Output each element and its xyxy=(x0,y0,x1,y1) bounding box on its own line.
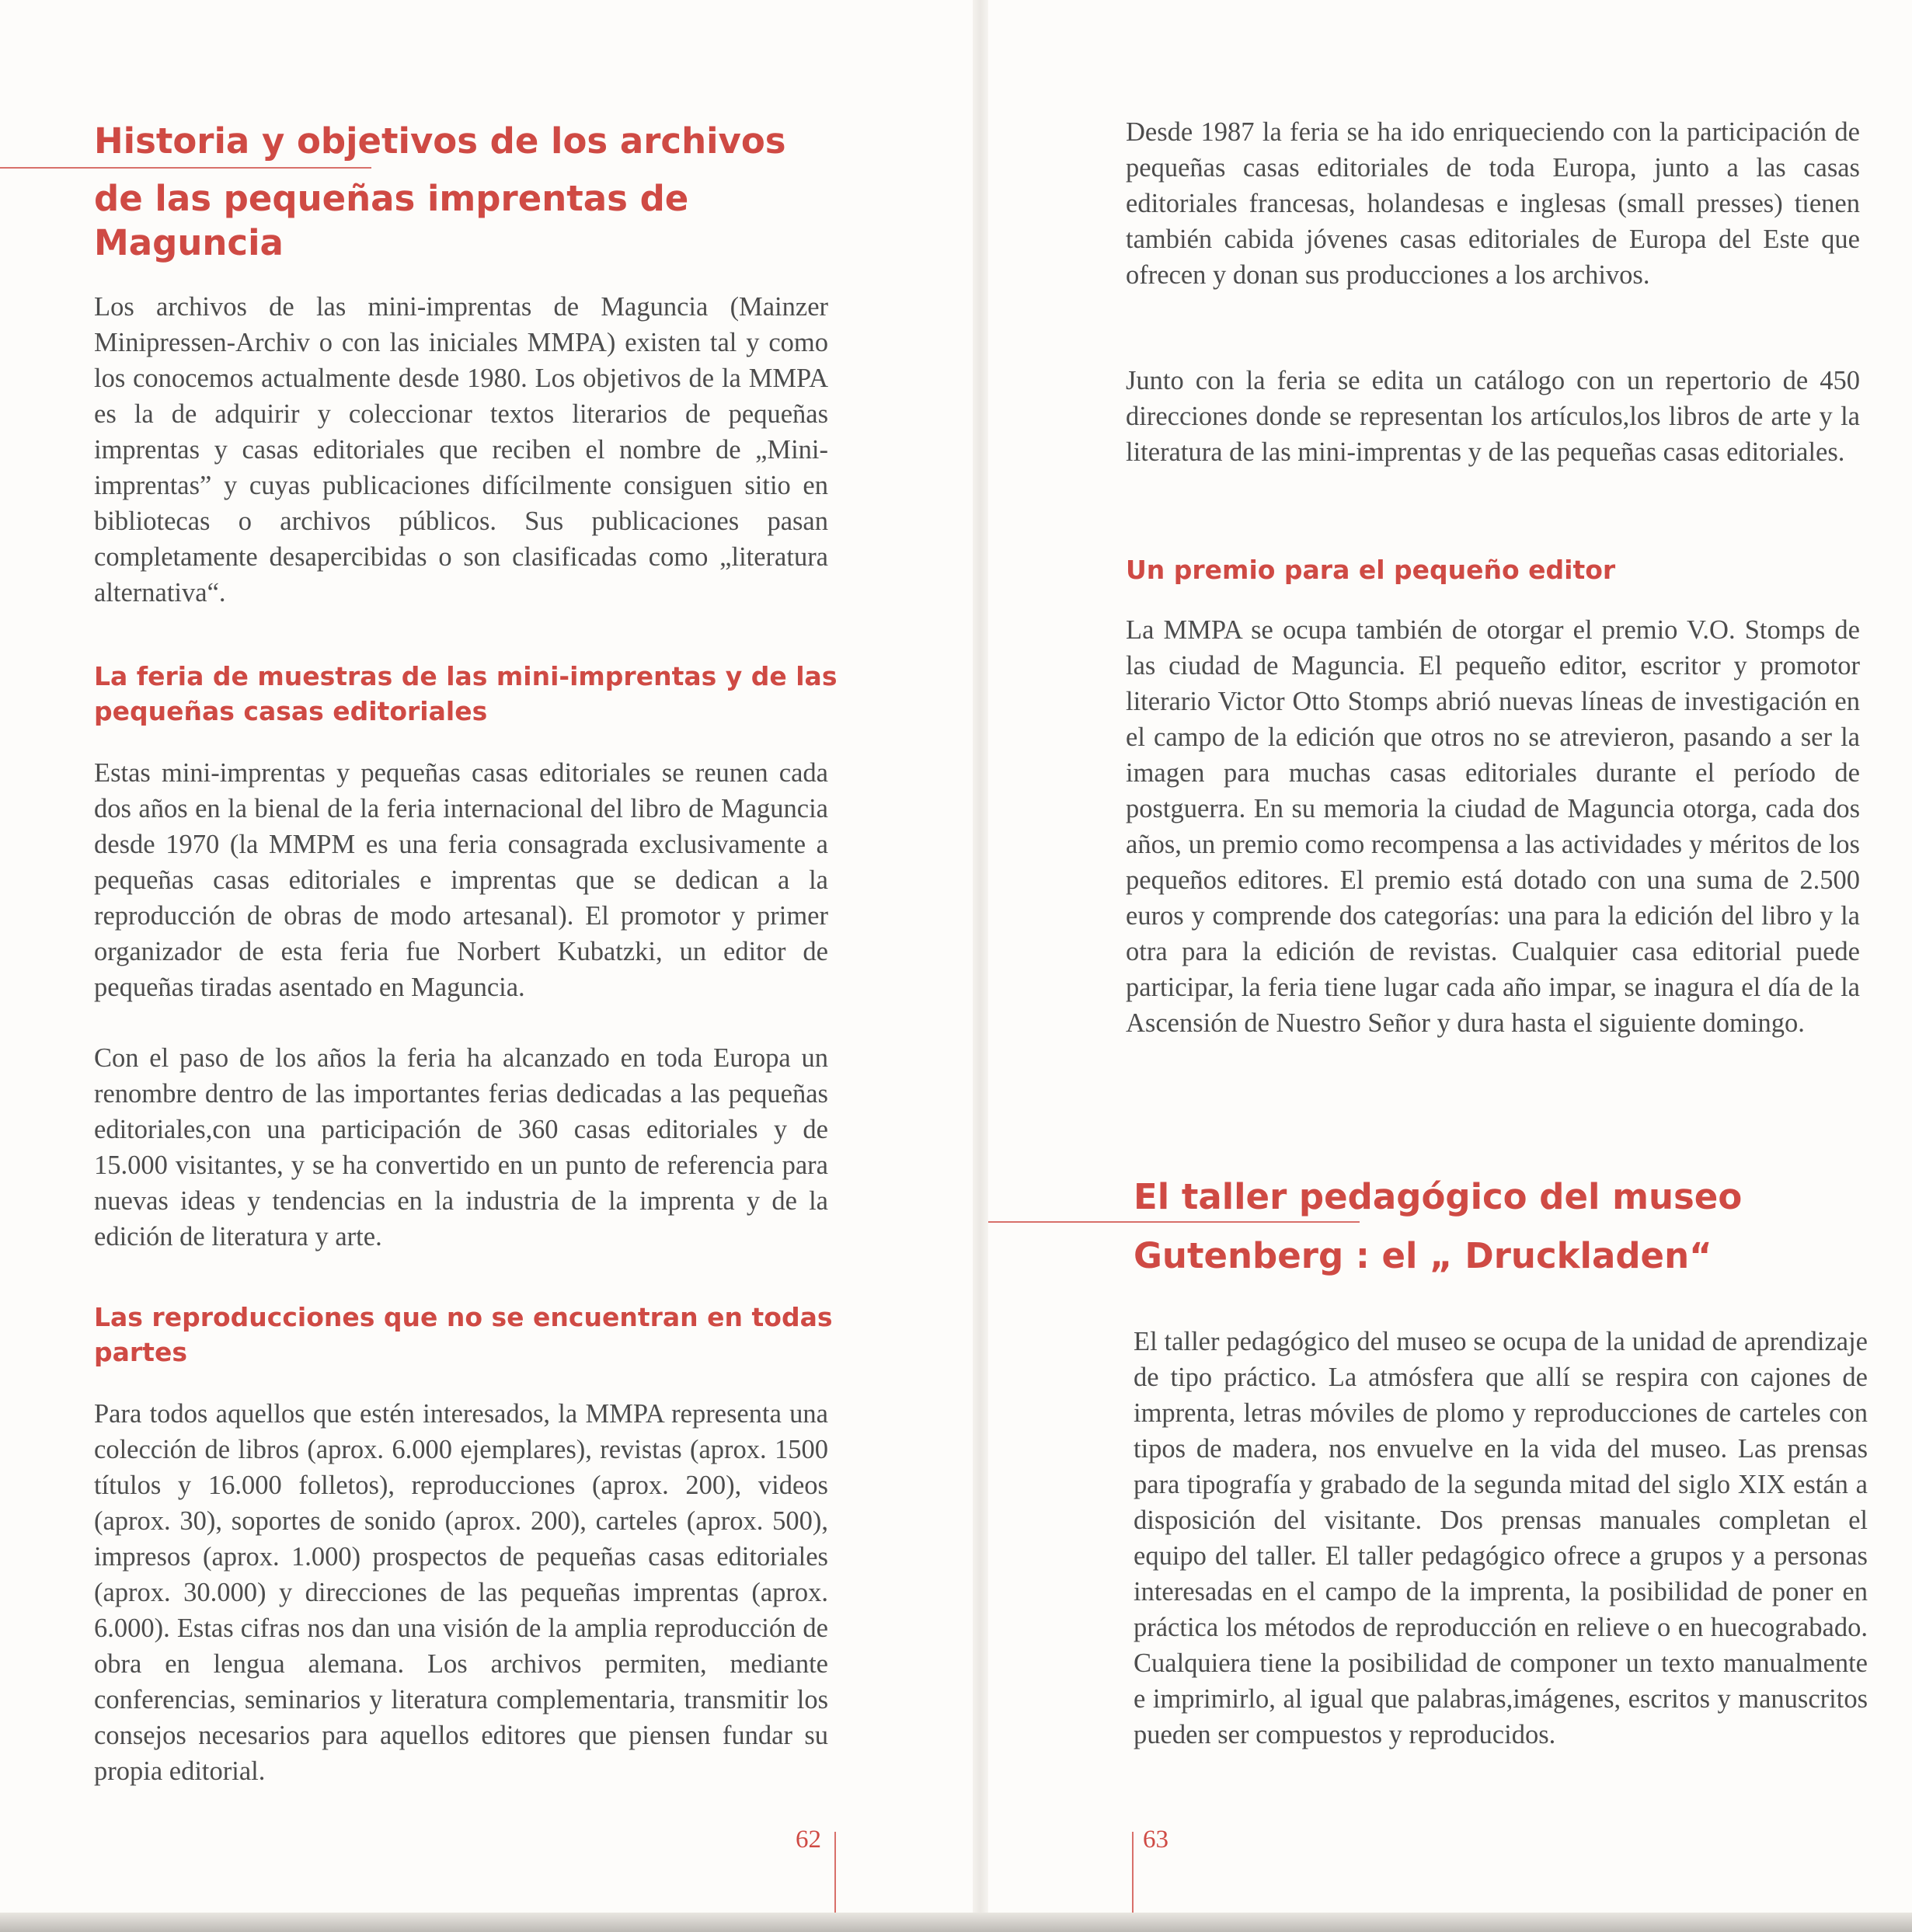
left-intro-paragraph: Los archivos de las mini-imprentas de Maguncia (Mainzer Minipressen-Archiv o con las iniciales MMPA) existen tal y como los conocemos actualmente desde 1980. Los objetivos de la MMPA es la de adquirir y coleccionar textos literarios de pequeñas imprentas y casas editoriales que reciben el nombre de „Mini-imprentas” y cuyas publicaciones difícilmente consiguen sitio en bibliotecas o archivos públicos. Sus publicaciones pasan completamente desapercibidas o son clasificadas como „literatura alternativa“. xyxy=(94,292,828,607)
right-title-line-2: Gutenberg : el „ Druckladen“ xyxy=(1134,1235,1712,1276)
right-page xyxy=(988,0,1912,1913)
right-title-line-1: El taller pedagógico del museo xyxy=(1134,1176,1743,1217)
right-page-number-rule xyxy=(1132,1832,1134,1913)
left-title-line-2: de las pequeñas imprentas de xyxy=(94,178,689,219)
section-reproducciones-heading-line-1: Las reproducciones que no se encuentran en todas xyxy=(94,1302,833,1332)
left-title-line-3: Maguncia xyxy=(94,222,284,263)
section-feria-heading-line-2: pequeñas casas editoriales xyxy=(94,696,488,726)
section-feria-heading-line-1: La feria de muestras de las mini-imprentas y de las xyxy=(94,661,838,691)
section-feria-paragraph-1: Estas mini-imprentas y pequeñas casas editoriales se reunen cada dos años en la bienal de la feria internacional del libro de Maguncia desde 1970 (la MMPM es una feria consagrada exclusivamente a pequeñas casas editoriales e imprentas que se dedican a la reproducción de obras de modo artesanal). El promotor y primer organizador de esta feria fue Norbert Kubatzki, un editor de pequeñas tiradas asentado en Maguncia. xyxy=(94,758,828,1002)
left-title-rule xyxy=(0,167,371,169)
left-page-number: 62 xyxy=(796,1826,821,1854)
section-premio-paragraph: La MMPA se ocupa también de otorgar el premio V.O. Stomps de las ciudad de Maguncia. El pequeño editor, escritor y promotor literario Victor Otto Stomps abrió nuevas líneas de investigación en el campo de la edición que otros no se atrevieron, pasando a ser la imagen para muchas casas editoriales durante el período de postguerra. En su memoria la ciudad de Maguncia otorga, cada dos años, un premio como recompensa a las actividades y méritos de los pequeños editores. El premio está dotado con una suma de 2.500 euros y comprende dos categorías: una para la edición del libro y la otra para la edición de revistas. Cualquier casa editorial puede participar, la feria tiene lugar cada año impar, se inagura el día de la Ascensión de Nuestro Señor y dura hasta el siguiente domingo. xyxy=(1126,615,1860,1038)
left-title-line-1: Historia y objetivos de los archivos xyxy=(94,120,786,162)
right-paragraph-2: Junto con la feria se edita un catálogo con un repertorio de 450 direcciones donde se representan los artículos,los libros de arte y la literatura de las mini-imprentas y de las pequeñas casas editoriales. xyxy=(1126,366,1860,467)
right-paragraph-1: Desde 1987 la feria se ha ido enriqueciendo con la participación de pequeñas casas editoriales de toda Europa, junto a las casas editoriales francesas, holandesas e inglesas (small presses) tienen también cabida jóvenes casas editoriales de Europa del Este que ofrecen y donan sus producciones a los archivos. xyxy=(1126,117,1860,290)
section-feria-paragraph-2: Con el paso de los años la feria ha alcanzado en toda Europa un renombre dentro de las importantes ferias dedicadas a las pequeñas editoriales,con una participación de 360 casas editoriales y de 15.000 visitantes, y se ha convertido en un punto de referencia para nuevas ideas y tendencias en la industria de la imprenta y de la edición de literatura y arte. xyxy=(94,1043,828,1251)
section-premio-heading: Un premio para el pequeño editor xyxy=(1126,555,1616,585)
page-bottom-edge xyxy=(0,1913,1912,1932)
right-title-rule xyxy=(988,1221,1360,1223)
section-reproducciones-heading-line-2: partes xyxy=(94,1337,187,1367)
left-page-number-rule xyxy=(834,1832,836,1913)
section-taller-paragraph: El taller pedagógico del museo se ocupa de la unidad de aprendizaje de tipo práctico. La atmósfera que allí se respira con cajones de imprenta, letras móviles de plomo y reproducciones de carteles con tipos de madera, nos envuelve en la vida del museo. Las prensas para tipografía y grabado de la segunda mitad del siglo XIX están a disposición del visitante. Dos prensas manuales completan el equipo del taller. El taller pedagógico ofrece a grupos y a personas interesadas en el campo de la imprenta, la posibilidad de poner en práctica los métodos de reproducción en relieve o en huecograbado. Cualquiera tiene la posibilidad de componer un texto manualmente e imprimirlo, al igual que palabras,imágenes, escritos y manuscritos pueden ser compuestos y reproducidos. xyxy=(1134,1327,1868,1749)
right-page-number: 63 xyxy=(1143,1826,1168,1854)
section-reproducciones-paragraph: Para todos aquellos que estén interesados, la MMPA representa una colección de libros (aprox. 6.000 ejemplares), revistas (aprox. 1500 títulos y 16.000 folletos), reproducciones (aprox. 200), videos (aprox. 30), soportes de sonido (aprox. 200), carteles (aprox. 500), impresos (aprox. 1.000) prospectos de pequeñas casas editoriales (aprox. 30.000) y direcciones de las pequeñas imprentas (aprox. 6.000). Estas cifras nos dan una visión de la amplia reproducción de obra en lengua alemana. Los archivos permiten, mediante conferencias, seminarios y literatura complementaria, transmitir los consejos necesarios para aquellos editores que piensen fundar su propia editorial. xyxy=(94,1399,828,1786)
book-gutter xyxy=(973,0,988,1932)
